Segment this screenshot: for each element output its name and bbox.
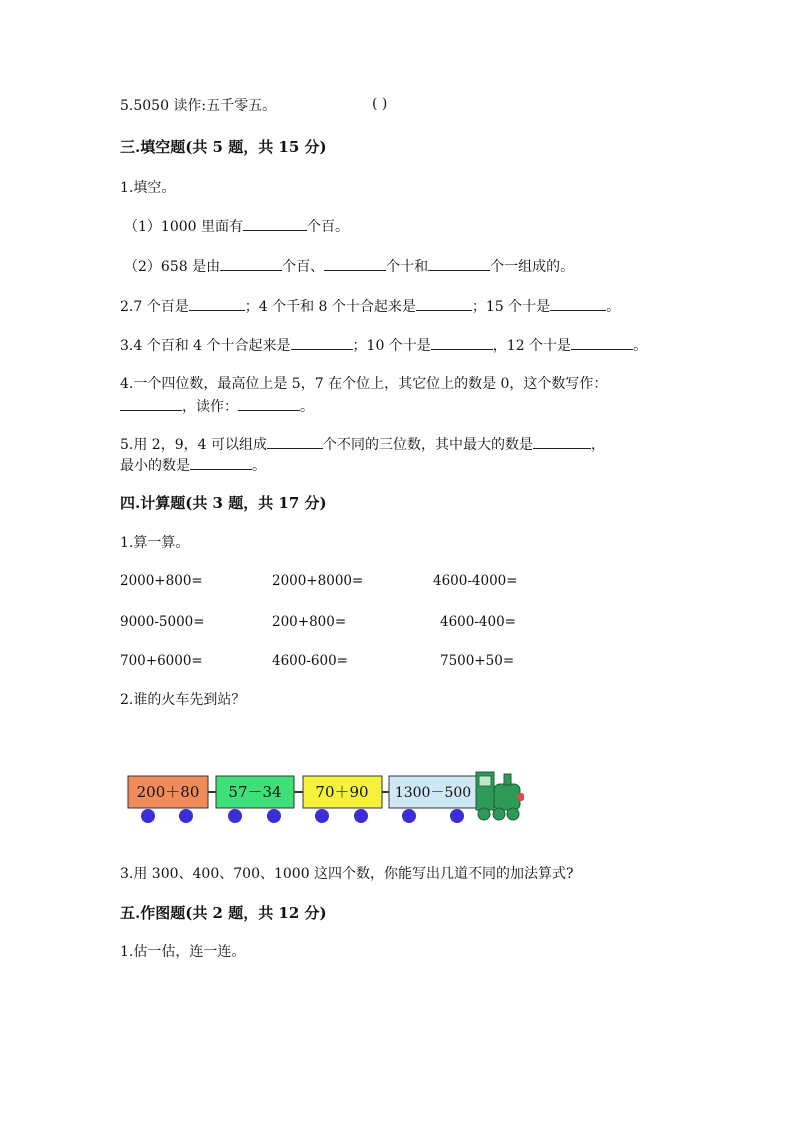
engine-wheel (507, 808, 519, 820)
answer-blank[interactable] (571, 335, 633, 350)
judge-q5-text: 5.5050 读作:五千零五。 (120, 98, 277, 114)
answer-blank[interactable] (428, 256, 490, 271)
text: 最小的数是 (120, 458, 190, 474)
text: 个百。 (307, 219, 349, 235)
answer-parentheses[interactable]: ( ) (372, 96, 388, 112)
wheel (402, 809, 416, 823)
wheel (450, 809, 464, 823)
answer-blank[interactable] (431, 335, 493, 350)
s3-q2 (120, 296, 620, 317)
section5-heading: 五.作图题(共 2 题，共 12 分) (120, 904, 327, 922)
s3-q5-line2 (120, 455, 266, 476)
calc-item: 2000+800= (120, 573, 203, 589)
answer-blank[interactable] (533, 434, 591, 449)
text: ；10 个十是 (352, 338, 431, 354)
answer-blank[interactable] (243, 216, 307, 231)
wheel (141, 809, 155, 823)
calc-item: 4600-4000= (433, 573, 518, 589)
text: ， (590, 437, 605, 453)
s3-q5-line1 (120, 434, 605, 455)
wheel (267, 809, 281, 823)
calc-item: 200+800= (272, 614, 347, 630)
text: ，12 个十是 (492, 338, 572, 354)
text: ，读作： (182, 399, 238, 415)
text: （2）658 是由 (124, 259, 221, 275)
wheel (354, 809, 368, 823)
answer-blank[interactable] (267, 434, 323, 449)
text: 个百、 (282, 259, 325, 275)
s4-q1-title: 1.算一算。 (120, 535, 190, 551)
text: 个十和 (386, 259, 429, 275)
s3-q1-title: 1.填空。 (120, 180, 176, 196)
car-label: 57－34 (228, 783, 282, 801)
answer-blank[interactable] (190, 455, 252, 470)
s4-q3-text: 3.用 300、400、700、1000 这四个数，你能写出几道不同的加法算式? (120, 866, 574, 882)
s3-q4-line1: 4.一个四位数，最高位上是 5，7 在个位上，其它位上的数是 0，这个数写作： (120, 376, 608, 392)
text: ；4 个千和 8 个十合起来是 (244, 299, 416, 315)
calc-item: 9000-5000= (120, 614, 205, 630)
engine-wheel (493, 808, 505, 820)
text: （1）1000 里面有 (124, 219, 243, 235)
car-label: 200＋80 (136, 783, 200, 801)
s4-q2-title: 2.谁的火车先到站？ (120, 692, 246, 708)
calc-item: 7500+50= (440, 653, 515, 669)
section4-heading: 四.计算题(共 3 题，共 17 分) (120, 494, 327, 512)
engine-wheel (478, 808, 490, 820)
text: 个一组成的。 (490, 259, 575, 275)
answer-blank[interactable] (220, 256, 282, 271)
answer-blank[interactable] (120, 396, 182, 411)
s3-q1-1 (124, 216, 349, 237)
calc-item: 4600-400= (440, 614, 516, 630)
engine-chimney (504, 774, 511, 785)
wheel (315, 809, 329, 823)
calc-item: 4600-600= (272, 653, 348, 669)
car-label: 1300－500 (394, 785, 472, 801)
answer-blank[interactable] (416, 296, 472, 311)
wheels (141, 809, 464, 823)
text: 2.7 个百是 (120, 299, 189, 315)
car-label: 70＋90 (315, 783, 369, 801)
answer-blank[interactable] (324, 256, 386, 271)
calc-item: 700+6000= (120, 653, 203, 669)
text: 。 (606, 299, 621, 315)
answer-blank[interactable] (238, 396, 300, 411)
calc-item: 2000+8000= (272, 573, 364, 589)
answer-blank[interactable] (291, 335, 353, 350)
wheel (179, 809, 193, 823)
text: 3.4 个百和 4 个十合起来是 (120, 338, 291, 354)
engine-window (479, 776, 491, 786)
text: 。 (633, 338, 648, 354)
answer-blank[interactable] (550, 296, 606, 311)
engine-boiler (494, 784, 520, 810)
s3-q4-line2 (120, 396, 314, 417)
locomotive (476, 772, 524, 820)
wheel (228, 809, 242, 823)
s5-q1-title: 1.估一估，连一连。 (120, 944, 246, 960)
answer-blank[interactable] (189, 296, 245, 311)
s3-q1-2 (124, 256, 574, 277)
section3-heading: 三.填空题(共 5 题，共 15 分) (120, 138, 327, 156)
text: 5.用 2，9，4 可以组成 (120, 437, 267, 453)
text: 个不同的三位数，其中最大的数是 (322, 437, 533, 453)
text: ；15 个十是 (471, 299, 551, 315)
train-illustration (124, 766, 524, 828)
s3-q3 (120, 335, 647, 356)
text: 。 (300, 399, 314, 415)
text: 。 (252, 458, 266, 474)
